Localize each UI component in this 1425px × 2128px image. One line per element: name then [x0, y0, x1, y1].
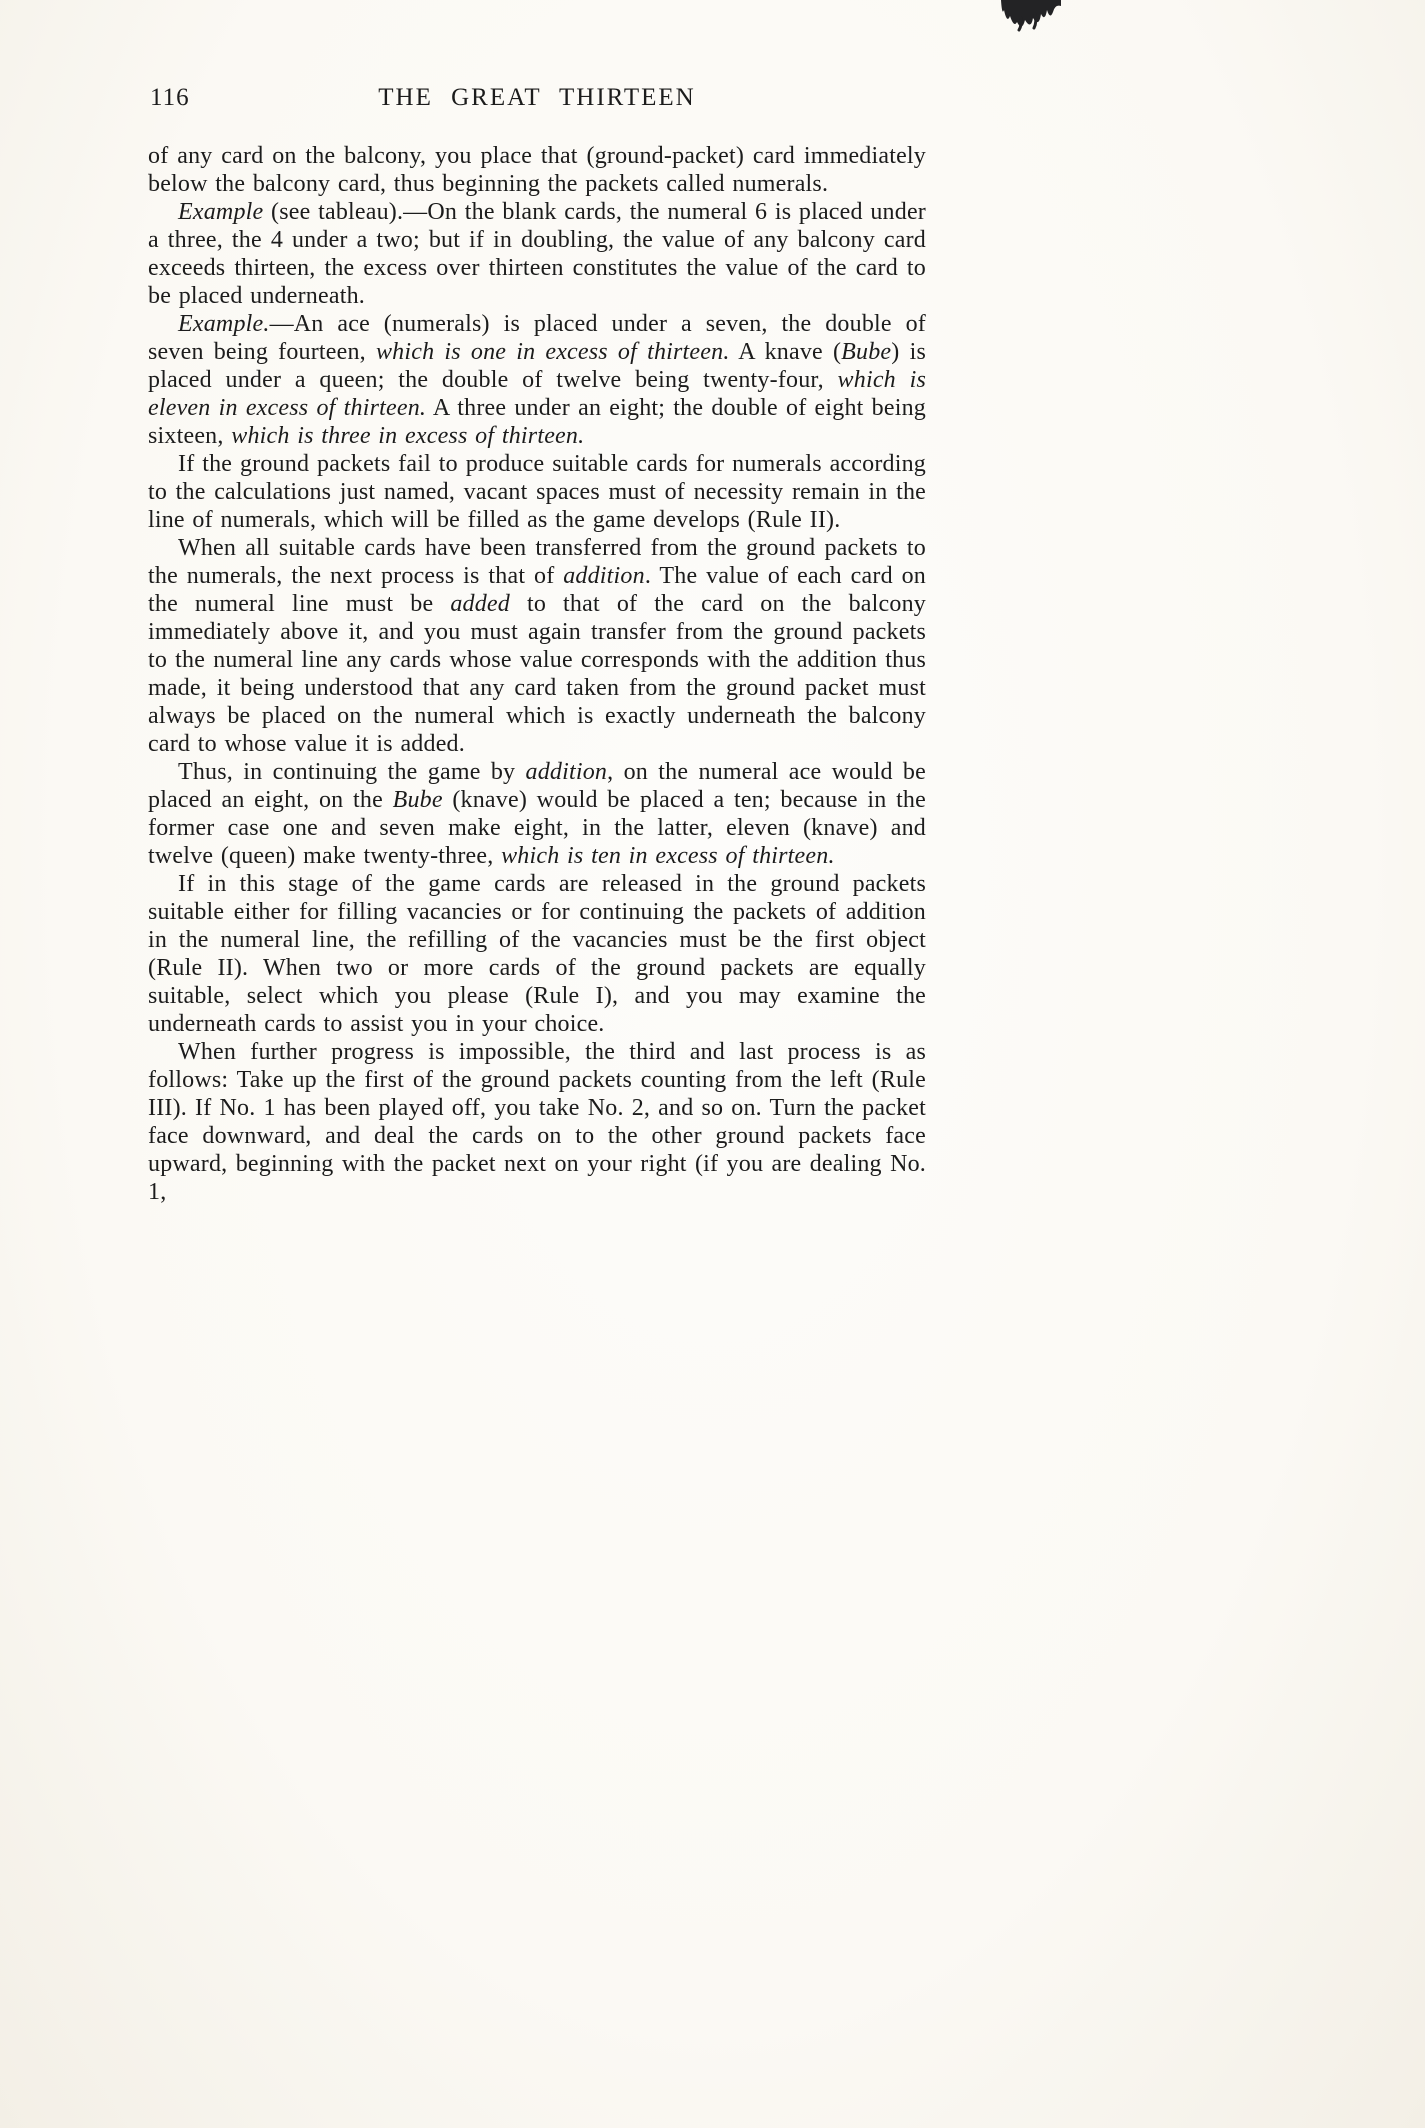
text-segment-italic: which is eleven in excess of thirteen. [148, 367, 926, 421]
text-segment: When all suitable cards have been transferred from the ground packets to the numerals, the next process is that of [148, 535, 926, 589]
text-segment: (see tableau).—On the blank cards, the numeral 6 is placed under a three, the 4 under a two; but if in doubling, the value of any balcony card exceeds thirteen, the excess over thirteen constitutes the value of the card to be placed underneath. [148, 199, 926, 309]
paragraph [148, 758, 926, 870]
paragraph [148, 310, 926, 450]
body-text [148, 142, 926, 1206]
text-segment-italic: which is three in excess of thirteen. [231, 423, 585, 449]
text-segment: (knave) would be placed a ten; because in the former case one and seven make eight, in the latter, eleven (knave) and twelve (queen) make twenty-three, [148, 787, 926, 869]
paragraph [148, 1038, 926, 1206]
text-segment: of any card on the balcony, you place that (ground-packet) card immediately below the balcony card, thus beginning the packets called numerals. [148, 143, 926, 197]
text-segment-italic: Example. [178, 311, 270, 337]
text-segment-italic: Example [178, 199, 264, 225]
text-segment-italic: addition [525, 759, 608, 785]
text-segment-italic: Bube [841, 339, 892, 365]
text-segment: ) is placed under a queen; the double of twelve being twenty-four, [148, 339, 926, 393]
text-block [148, 84, 926, 1206]
text-segment: to that of the card on the balcony immediately above it, and you must again transfer from the ground packets to the numeral line any cards whose value corresponds with the addition thus made, it being understood that any card taken from the ground packet must always be placed on the numeral which is exactly underneath the balcony card to whose value it is added. [148, 591, 926, 757]
paragraph [148, 142, 926, 198]
paragraph [148, 534, 926, 758]
text-segment-italic: Bube [392, 787, 443, 813]
running-title: THE GREAT THIRTEEN [378, 84, 696, 111]
scan-smudge-artifact [995, 0, 1061, 38]
text-segment-italic: which is one in excess of thirteen. [375, 339, 730, 365]
text-segment-italic: addition [563, 563, 645, 589]
text-segment-italic: which is ten in excess of thirteen. [501, 843, 835, 869]
page-header [148, 84, 926, 118]
text-segment: If the ground packets fail to produce suitable cards for numerals according to the calculations just named, vacant spaces must of necessity remain in the line of numerals, which will be filled as the game develops (Rule II). [148, 451, 926, 533]
paragraph [148, 198, 926, 310]
paragraph [148, 870, 926, 1038]
text-segment: Thus, in continuing the game by [178, 759, 526, 785]
text-segment: , on the numeral ace would be placed an eight, on the [148, 759, 926, 813]
page-number: 116 [150, 84, 190, 111]
text-segment: A three under an eight; the double of eight being sixteen, [148, 395, 926, 449]
text-segment: If in this stage of the game cards are released in the ground packets suitable either for filling vacancies or for continuing the packets of addition in the numeral line, the refilling of the vacancies must be the first object (Rule II). When two or more cards of the ground packets are equally suitable, select which you please (Rule I), and you may examine the underneath cards to assist you in your choice. [148, 871, 926, 1037]
text-segment-italic: added [450, 591, 510, 617]
text-segment: When further progress is impossible, the third and last process is as follows: Take up the first of the ground packets counting from the left (Rule III). If No. 1 has been played off, you take No. 2, and so on. Turn the packet face downward, and deal the cards on to the other ground packets face upward, beginning with the packet next on your right (if you are dealing No. 1, [148, 1039, 926, 1205]
text-segment: A knave ( [729, 339, 842, 365]
paragraph [148, 450, 926, 534]
text-segment: —An ace (numerals) is placed under a seven, the double of seven being fourteen, [148, 311, 926, 365]
text-segment: . The value of each card on the numeral line must be [148, 563, 926, 617]
